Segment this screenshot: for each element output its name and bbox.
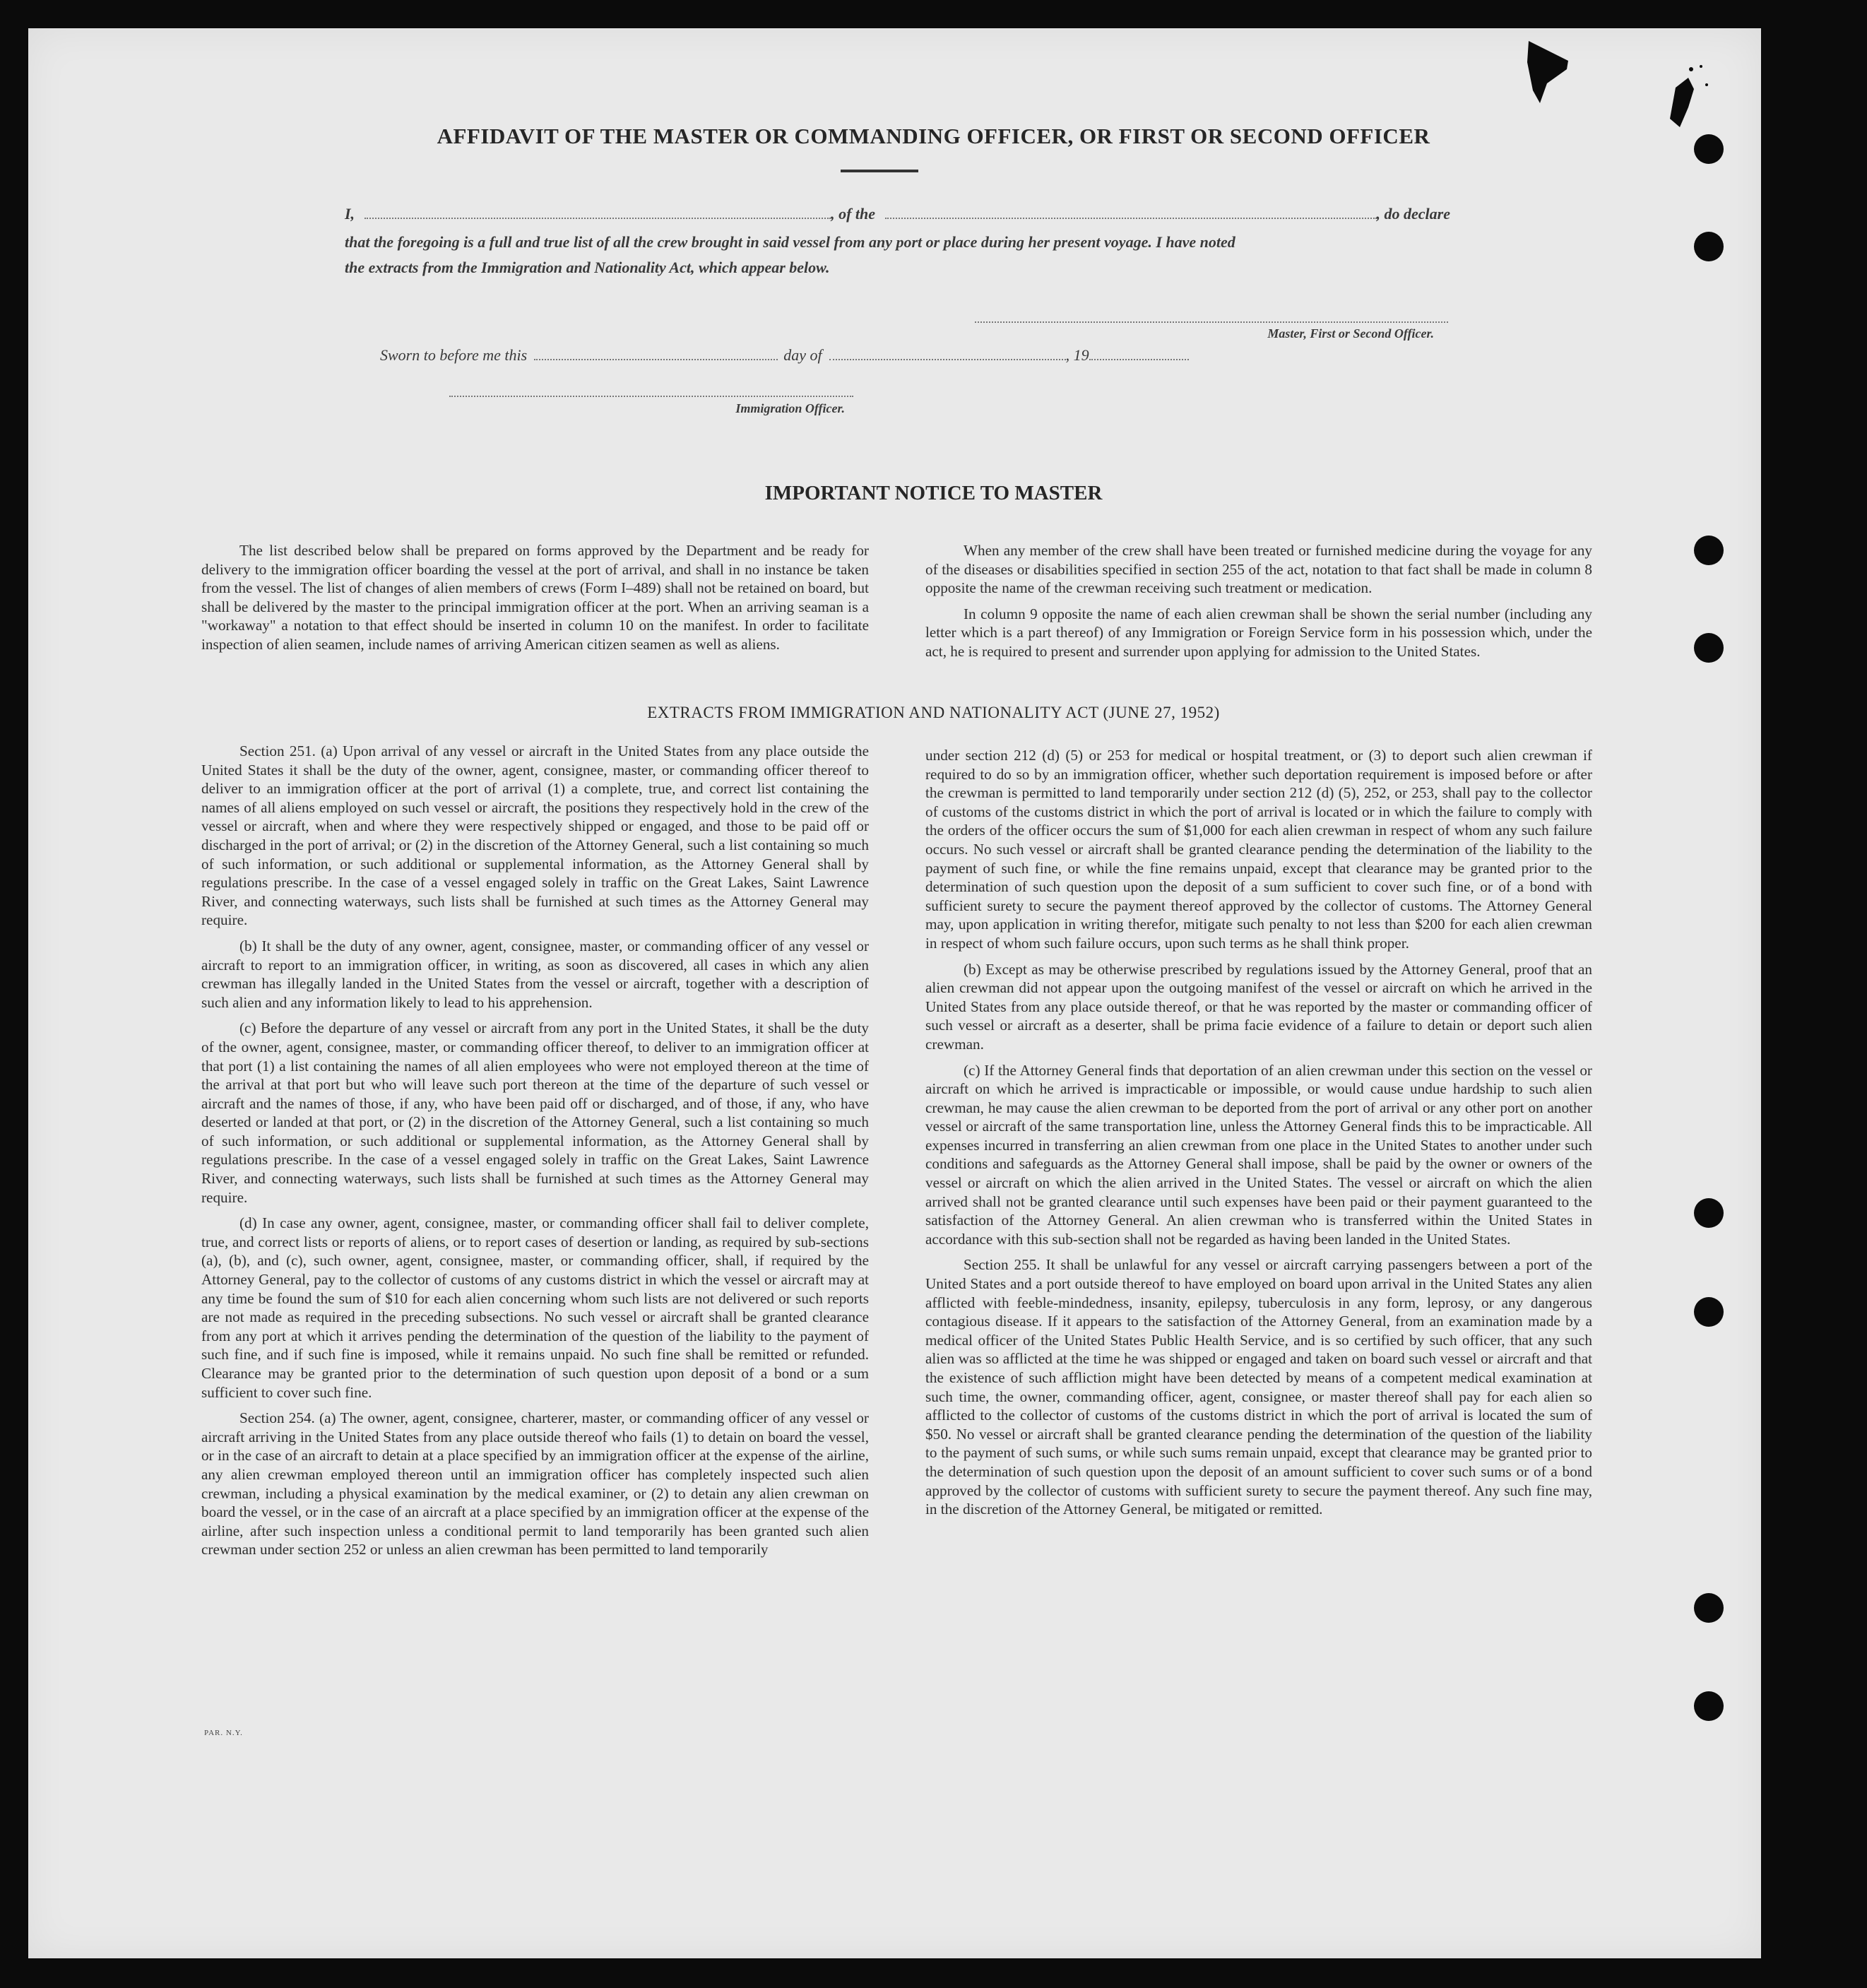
extract-paragraph: (c) Before the departure of any vessel or aircraft from any port in the United States, it shall be the duty of the owner, agent, consignee, master, or commanding officer thereof, to deliver to an immigration officer at that port (1) a list containing the names of all alien employees who were not employed thereon at the time of the arrival at that port but who will leave such port thereon at the time of the departure of such vessel or aircraft and the names of those, if any, who have been paid off or discharged, and of those, if any, who have deserted or landed at that port, or (2) in the discretion of the Attorney General, such a list containing so much of such information, or such additional or supplemental information, as the Attorney General shall by regulations prescribe. In the case of a vessel engaged solely in traffic on the Great Lakes, Saint Lawrence River, and connecting waterways, such lists shall be furnished at such times as the Attorney General may require. — [201, 1019, 869, 1206]
binder-hole — [1694, 1198, 1724, 1228]
sworn-month-blank — [829, 356, 1066, 360]
extracts-right-column — [925, 746, 1592, 1526]
sworn-year-prefix: , 19 — [1065, 346, 1089, 364]
affidavit-title: AFFIDAVIT OF THE MASTER OR COMMANDING OFFICER, OR FIRST OR SECOND OFFICER — [437, 124, 1430, 148]
extract-paragraph: under section 212 (d) (5) or 253 for medical or hospital treatment, or (3) to deport such alien crewman if required to do so by an immigration officer, whether such deportation requirement is imposed before or after the crewman is permitted to land temporarily under section 212 (d) (5), 252, or 253, shall pay to the collector of customs of the customs district in which the port of arrival is located or in which the failure to comply with the orders of the officer occurs the sum of $1,000 for each alien crewman in respect of whom any such failure occurs. No such vessel or aircraft shall be granted clearance pending the determination of the liability to the payment of such fine, or while the fine remains unpaid, except that clearance may be granted prior to the determination of such question upon the deposit of a sum sufficient to cover such fine, or of a bond with sufficient surety to secure the payment thereof approved by the collector of customs. The Attorney General may, upon application in writing therefor, mitigate such penalty to not less than $200 for each alien crewman in respect of whom such failure occurs, upon such terms as he shall think proper. — [925, 747, 1592, 952]
binder-hole — [1694, 1593, 1724, 1623]
binder-hole — [1694, 536, 1724, 565]
sworn-day-blank — [534, 356, 778, 360]
immigration-officer-label: Immigration Officer. — [735, 401, 845, 415]
ink-blot — [1526, 41, 1575, 105]
declaration-suffix: , do declare — [1376, 205, 1450, 223]
binder-hole — [1694, 1297, 1724, 1327]
notice-right-column — [925, 541, 1592, 668]
declaration-prefix: I, — [345, 205, 355, 223]
immigration-officer-line — [449, 396, 853, 397]
declaration-text-continued: the extracts from the Immigration and Nationality Act, which appear below. — [345, 259, 830, 276]
extract-paragraph: (d) In case any owner, agent, consignee, master, or commanding officer shall fail to deliver complete, true, and correct lists or reports of aliens, or to report cases of desertion or landing, as required by sub-sections (a), (b), and (c), such owner, agent, consignee, master, or commanding officer, shall, if required by the Attorney General, pay to the collector of customs of any customs district in which the vessel or aircraft may at any time be found the sum of $10 for each alien concerning whom such lists are not delivered or such reports are not made as required in the preceding subsections. No such vessel or aircraft shall be granted clearance from any port at which it arrives pending the determination of the question of the liability to the payment of such fine, and if such fine is imposed, while it remains unpaid. No such fine shall be remitted or refunded. Clearance may be granted prior to the determination of such question upon deposit of a bond or a sum sufficient to cover such fine. — [201, 1214, 869, 1401]
declaration-line — [345, 205, 1450, 223]
sworn-prefix: Sworn to before me this — [380, 346, 528, 364]
sworn-day-of: day of — [783, 346, 822, 364]
notice-paragraph: In column 9 opposite the name of each alien crewman shall be shown the serial number (including any letter which is a part thereof) of any Immigration or Foreign Service form in his possession which, under the act, he is required to present and surrender upon applying for admission to the United States. — [925, 605, 1592, 660]
printer-mark: PAR. N.Y. — [204, 1729, 243, 1737]
binder-hole — [1694, 232, 1724, 261]
corner-specks — [1660, 57, 1717, 134]
binder-hole — [1694, 1691, 1724, 1721]
notice-paragraph: The list described below shall be prepared on forms approved by the Department and be ready for delivery to the immigration officer boarding the vessel at the port of arrival, and shall in no instance be taken from the vessel. The list of changes of alien members of crews (Form I–489) shall not be retained on board, but shall be delivered by the master to the principal immigration officer at the port. When an arriving seaman is a "workaway" a notation to that effect should be inserted in column 10 on the manifest. In order to facilitate inspection of alien seamen, include names of arriving American citizen seamen as well as aliens. — [201, 542, 869, 653]
signature-label: Master, First or Second Officer. — [1267, 326, 1434, 341]
extract-paragraph: Section 255. It shall be unlawful for any vessel or aircraft carrying passengers between a port of the United States and a port outside thereof to have employed on board upon arrival in the United States any alien afflicted with feeble-mindedness, insanity, epilepsy, tuberculosis in any form, leprosy, or any dangerous contagious disease. If it appears to the satisfaction of the Attorney General, from an examination made by a medical officer of the United States Public Health Service, and is so certified by such officer, that any such alien was so afflicted at the time he was shipped or engaged and taken on board such vessel or aircraft and that the existence of such affliction might have been detected by means of a competent medical examination at such time, the owner, commanding officer, agent, consignee, or master thereof shall pay for each alien so afflicted to the collector of customs of the customs district in which the port of arrival is located the sum of $50. No vessel or aircraft shall be granted clearance pending the determination of the question of the liability to the payment of such sums, or while such sums remain unpaid, except that clearance may be granted prior to the determination of such question upon the deposit of an amount sufficient to cover such sums or of a bond approved by the collector of customs with sufficient surety to secure the payment thereof. Any such fine may, in the discretion of the Attorney General, be mitigated or remitted. — [925, 1256, 1592, 1518]
declaration-text: that the foregoing is a full and true list of all the crew brought in said vessel from any port or place during her present voyage. I have noted — [345, 233, 1235, 251]
extracts-left-column — [201, 742, 869, 1566]
vessel-blank — [885, 215, 1377, 219]
notice-title: IMPORTANT NOTICE TO MASTER — [764, 482, 1103, 504]
extract-paragraph: Section 251. (a) Upon arrival of any vessel or aircraft in the United States from any place outside the United States it shall be the duty of the owner, agent, consignee, master, or commanding officer thereof to deliver to an immigration officer at the port of arrival (1) a complete, true, and correct list containing the names of all aliens employed on such vessel or aircraft, the positions they respectively hold in the crew of the vessel or aircraft, when and where they were respectively shipped or engaged, and those to be paid off or discharged in the port of arrival; or (2) in the discretion of the Attorney General, such a list containing so much of such information, or such additional or supplemental information, as the Attorney General shall by regulations prescribe. In the case of a vessel engaged solely in traffic on the Great Lakes, Saint Lawrence River, and connecting waterways, such lists shall be furnished at such times as the Attorney General may require. — [201, 742, 869, 929]
extract-paragraph: (c) If the Attorney General finds that deportation of an alien crewman under this section on the vessel or aircraft on which he arrived is impracticable or impossible, or would cause undue hardship to such alien crewman, he may cause the alien crewman to be deported from the port of arrival or any other port on another vessel or aircraft of the same transportation line, unless the Attorney General finds this to be impracticable. All expenses incurred in transferring an alien crewman from one place in the United States to another under such conditions and safeguards as the Attorney General shall impose, shall be paid by the owner or owners of the vessel or aircraft on which the alien arrived in the United States. The vessel or aircraft on which the alien arrived shall not be granted clearance until such expenses have been paid or their payment guaranteed to the satisfaction of the Attorney General. An alien crewman who is transferred within the United States in accordance with this sub-section shall not be regarded as having been landed in the United States. — [925, 1061, 1592, 1248]
notice-paragraph: When any member of the crew shall have been treated or furnished medicine during the voyage for any of the diseases or disabilities specified in section 255 of the act, notation to that fact shall be made in column 8 opposite the name of the crewman receiving such treatment or medication. — [925, 542, 1592, 597]
declaration-of-the: , of the — [831, 205, 876, 223]
sworn-line — [380, 346, 1189, 365]
extracts-title: EXTRACTS FROM IMMIGRATION AND NATIONALITY ACT (JUNE 27, 1952) — [647, 704, 1220, 721]
notice-left-column — [201, 541, 869, 661]
sworn-year-blank — [1089, 356, 1189, 360]
binder-hole — [1694, 633, 1724, 663]
extract-paragraph: Section 254. (a) The owner, agent, consignee, charterer, master, or commanding officer of any vessel or aircraft arriving in the United States from any place outside thereof who fails (1) to detain on board the vessel, or in the case of an aircraft to detain at a place specified by an immigration officer at the expense of the airline, any alien crewman employed thereon until an immigration officer has completely inspected such alien crewman, including a physical examination by the medical examiner, or (2) to detain any alien crewman on board the vessel, or in the case of an aircraft at a place specified by an immigration officer at the expense of the airline, after such inspection unless a conditional permit to land temporarily has been granted such alien crewman under section 252 or unless an alien crewman has been permitted to land temporarily — [201, 1409, 869, 1558]
signature-line — [975, 321, 1448, 323]
name-blank — [364, 215, 831, 219]
title-rule — [841, 170, 918, 172]
extract-paragraph: (b) Except as may be otherwise prescribed by regulations issued by the Attorney General, proof that an alien crewman did not appear upon the outgoing manifest of the vessel or aircraft on which he arrived in the United States from any place outside thereof, or that he was reported by the master or commanding officer of such vessel or aircraft as a deserter, shall be prima facie evidence of a failure to detain or deport such alien crewman. — [925, 960, 1592, 1053]
extract-paragraph: (b) It shall be the duty of any owner, agent, consignee, master, or commanding officer of any vessel or aircraft to report to an immigration officer, in writing, as soon as discovered, all cases in which any alien crewman has illegally landed in the United States from the vessel or aircraft, together with a description of such alien and any information likely to lead to his apprehension. — [201, 937, 869, 1011]
